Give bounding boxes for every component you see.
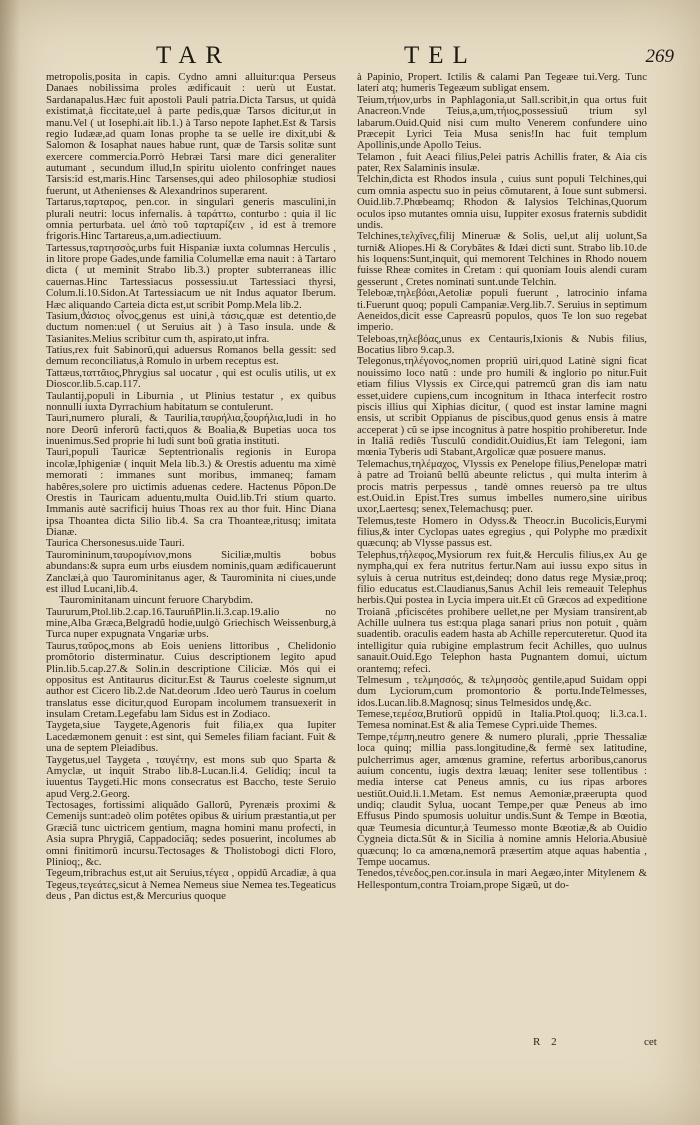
- verse-quote: Taurominitanam uincunt feruore Charybdim.: [59, 594, 254, 607]
- entry-text: Tegeum,tribrachus est,ut ait Seruius,τέγεα , oppidũ Arcadiæ, à qua Tegeus,τεγεάτες,sicut à Nemea Nemeus siue Nemea tes.Tegeaticus deus , Pan dictus est,& Mercurius quoque: [46, 867, 336, 902]
- entry-text: Tectosages, fortissimi aliquãdo Gallorũ, Pyrenæis proximi & Cemenijs sunt:adeò olim potêtes opibus & uirium præstantia,ut per Græciã tunc uictricem gentium, magna homini manu profecti, in Asia supra Phrygiã, Cappadociãq; sedes posuerint, incolumes ab omni finitimorũ incursu.Tectosages & Tholistobogi dicti Floro, Plinioq;, &c.: [46, 799, 336, 868]
- entry-text: Telchin,dicta est Rhodos insula , cuius sunt populi Telchines,qui cum omnia aspectu suo in peius cõmutarent, à Ioue sunt submersi. Ouid.lib.7.Phœbeamq; Rhodon & Ialysios Telchinas,Quorum oculos ipso mutantes omnia uisu, Iuppiter exosus fraternis subdidit undis.: [357, 173, 647, 231]
- entry-text: Telchines,τελχῖνες,filij Mineruæ & Solis, uel,ut alij uolunt,Sa turni& Aliopes.Hi & Corybãtes & Idæi dicti sunt. Strabo lib.10.de his loquens:Sunt,inquit, qui memorent Telchines in Rhodo nouem fuisse Rheæ comites in Cretam : qui quoniam Iouis alendi curam gesserunt , Cretes nominati sunt.unde Telchin.: [357, 230, 647, 288]
- header-right-word: TEL: [404, 42, 477, 69]
- entry-text: Tenedos,τένεδος,pen.cor.insula in mari Aegæo,inter Mitylenem & Hellespontum,contra Troiam,prope Sigæũ, ut do-: [357, 867, 647, 891]
- entry-text: Telmesum , τελμησσός, & τελμησσὸς gentile,apud Suidam oppi dum Lyciorum,cum promontorio & portu.IndeTelmesses, idos.Lucan.lib.8.Magnosq; sinus Telmesidos undę,&c.: [357, 673, 647, 709]
- page-edge-shadow: [0, 0, 20, 1125]
- entry-text: Taygetus,uel Taygeta , ταυγέτην, est mons sub quo Sparta & Amyclæ, ut inquit Strabo lib.8-Lucan.li.4. Gelidiq; incul ta iuuentus Taygeti.Hic mons consecratus est Baccho, teste Seruio apud Verg.2.Georg.: [46, 753, 336, 800]
- header-left-word: TAR: [156, 42, 231, 69]
- entry-text: Tempe,τέμπη,neutro genere & numero plurali, ,pprie Thessaliæ loca quinq; millia pass.longitudine,& fermè sex latitudine, pulcherrimus ager, amœnus gramine, refertus arboribus,canorus auium concentu, iugis dextra læuaq; leniter sese tollentibus : media interse cat Peneus amnis, cu ius ripas arbores uestiũt.Ouid.li.1.Metam. Est nemus Aemoniæ,præerupta quod undiq; claudit Sylua, uocant Tempe,per quæ Peneus ab imo Effusus Pindo spumosis uoluitur undis.Sunt & Tempe in Bœotia, quæ Teumesia dicuntur,à Teumesso monte Bœotiæ,& ab Ouidio Cygneia dicta.Sũt & in Sicilia à nomine amnis Heloria.Abusiuè quæcunq; lo ca amœna,nemorã præsertim atque aquas habentia , Tempe uocamus.: [357, 730, 647, 868]
- entry-text: Taulantij,populi in Liburnia , ut Plinius testatur , ex quibus nonnulli iuxta Dyrrachium habitatum se contulerunt.: [46, 389, 336, 413]
- entry-text: Temese,τεμέσα,Brutiorũ oppidũ in Italia.Ptol.quoq; li.3.ca.1. Temesa nominat.Est & alia Temese Cypri.uide Themes.: [357, 708, 647, 732]
- entry-text: Taururum,Ptol.lib.2.cap.16.TauruñPlin.li.3.cap.19.alio no mine,Alba Græca,Belgradũ hodie,uulgò Griechisch Weissenburg,à Turca nuper expugnata Vngariæ urbs.: [46, 605, 336, 641]
- entry-text: Taurus,ταῦρος,mons ab Eois ueniens littoribus , Chelidonio promõtorio disterminatur. Cuius descriptionem legito apud Plin.lib.5.cap.27.& Solin.in descriptione Ciliciæ. Mós qui ei oppositus est Antitaurus dicitur.Est & Taurus coeleste signum,ut author est Cicero lib.2.de Nat.deorum .Ideo uerò Taurus in coelum translatus esse dicitur,quod Europam incolumem transuexerit in insulam Cretam.Legefabu lam Sidus est in Zodiaco.: [46, 639, 336, 720]
- entry-text: Tauromininum,ταυρομίνιον,mons Siciliæ,multis bobus abundans:& supra eum urbs eiusdem nominis,quam ædificauerunt Zanclæi,à quo Taurominitanus ager, & Taurominita ni ciues,unde est illud Lucani,lib.4.: [46, 548, 336, 595]
- entry-text: à Papinio, Propert. Ictilis & calami Pan Tegeæe tui.Verg. Tunc lateri atq; humeris Tegeæum subligat ensem.: [357, 71, 647, 95]
- entry-text: Tatius,rex fuit Sabinorũ,qui aduersus Romanos bella gessit: sed demum reconciliatus,à Romulo in urbem receptus est.: [46, 344, 336, 368]
- entry-text: Tartessus,ταρτησσὸς,urbs fuit Hispaniæ iuxta columnas Herculis , in litore prope Gades,unde familia Columellæ ema nauit : à Tartaro dicta ( ut meminit Strabo lib.3.) propter subterraneas illic cauernas.Hinc Tartessiacus possessiu.ut Tartessiaci thyrsi, Colum.li.10.Sidon.At Tartessiacum ue nit Indus aquator Iberum. Hæc aliquando Carteia dicta est,ut scribit Pomp.Mela lib.2.: [46, 241, 336, 311]
- signature-mark: R 2: [533, 1036, 561, 1048]
- entry-text: Tauri,numero plurali, & Taurilia,ταυρήλια,ξουρήλια,ludi in ho nore Deorũ inferorũ facti,quos & Boalia,& Bupetias uoca tos inuenimus.Sed proprie hi ludi sunt boũ gratia instituti.: [46, 412, 336, 447]
- entry-text: Teleboas,τηλεβόας,unus ex Centauris,Ixionis & Nubis filius, Bocatius libro 9.cap.3.: [357, 332, 647, 356]
- entry-text: Telemachus,τηλέμαχος, Vlyssis ex Penelope filius,Penelopæ matri à patre ad Troianũ bellũ abeunte relictus , qui multa interim à procis matris perpessus , tandè omnes reuersò pa tre ultus est.Ouid.in Epist.Tres sumus imbelles numero,sine uiribus uxor,Laertesq; senex,Telemachusq; puer.: [357, 457, 647, 516]
- entry-text: Telegonus,τηλέγονος,nomen propriũ uiri,quod Latinè signi ficat nouissimo loco natũ : unde pro humili & inglorio po nitur.Fuit etiam filius Vlyssis ex Circe,qui patremcũ gran dis iam natu esset,uidere cupiens,cum incognitum in Ithaca interfecit rostro piscis illius qui Xiphias dicitur, ( quod est instar lamine magni ensis, ut scribit Oppianus de piscibus,quod genus ensis à matre acceperat ) cũ se ipse incognitus à patre hospitio prohiberetur. Inde in Italiã rediês Tusculũ condidit.Ouidius,Et iam Telegoni, iam mœnia Tyberis udi Stabant,Argolicæ quæ posuere manus.: [357, 355, 647, 459]
- entry-text: Telamon , fuit Aeaci filius,Pelei patris Achillis frater, & Aia cis pater, Rex Salaminis insulæ.: [357, 150, 647, 174]
- left-column: [46, 72, 336, 1072]
- entry-text: Tauri,populi Tauricæ Septentrionalis regionis in Europa incolæ,Iphigeniæ ( inquit Mela lib.3.) & Orestis aduentu ma ximè memorati : immanes sunt moribus, immaneq; famam habêres,solere pro uictimis aduenas cedere. Hactenus Põpon.De Orestis in Tauricam aduentu,multa Ouid.lib.Tri stium quarto. Immanis autè sacrificij huius Thoas rex au thor fuit. Hinc Diana ipsa Thoantea dicta Silio lib.4. Sa cra Thoanteæ,ritusq; imitata Dianæ.: [46, 446, 336, 538]
- right-column: [357, 72, 647, 1072]
- entry-text: Teleboæ,τηλεβόαι,Aetoliæ populi fuerunt , latrocinio infama ti.Fuerunt quoq; populi Campaniæ.Verg.lib.7. Seruius in septimum Aeneidos,dicit esse Capreasrũ populos, quos Te lon suo regebat imperio.: [357, 287, 647, 334]
- entry-text: Tattæus,ταττᾶιος,Phrygius sal uocatur , qui est oculis utilis, ut ex Dioscor.lib.5.cap.117.: [46, 366, 336, 391]
- entry-text: metropolis,posita in capis. Cydno amni alluitur:qua Perseus Danaes nobilissima proles ædificauit : uerù ut Eustat. Sardanapalus.Hæc fuit apostoli Pauli patria.Dicta Tarsus, ut quidà existimat,à ficcitate,uel à parte pedis,quæ Tarsos dicitur,ut in manu.Vel ( ut Iosephi.ait lib.1.) à Tarso nepote Iaphet.Est & Tarsis regio Iudææ,ad quam Ionas prophe ta se uelle ire dixit,ubi & Salomon & Iosaphat naues habue runt, quæ de Tarsis solitæ sunt exercere commercia.Porrò Hebræi Tarsi mare dici generaliter autumant , secundum illud,In spiritu uiolento confringet naues Tarsis:id est,maris.Hinc Tarsenses,qui adeo philosophiæ studiosi fuerunt, ut Athenienses & Alexandrinos superarent.: [46, 71, 336, 197]
- entry-text: Telemus,teste Homero in Odyss.& Theocr.in Bucolicis,Eurymi filius,& inter Cyclopas uates egregius , qui Polyphe mo prædixit quæcunq; ab Vlysse passus est.: [357, 514, 647, 550]
- entry-text: Taygeta,siue Taygete,Agenoris fuit filia,ex qua Iupiter Lacedæmonem genuit : est sint, qui Semeles filiam faciant. Fuit & una de septem Pleiadibus.: [46, 719, 336, 755]
- entry-text: Taurica Chersonesus.uide Tauri.: [46, 537, 185, 550]
- catchword: cet: [644, 1036, 657, 1048]
- page-number: 269: [645, 46, 674, 67]
- entry-text: Tartarus,ταρταρος, pen.cor. in singulari generis masculini,in plurali neutri: locus infernalis. à ταράττω, conturbo : quia il lic omnia perturbata. uel ἀπὸ τοῦ ταρταρίζειν , id est à tremore frigoris.Hinc Tartareus,a,um.adiectiuum.: [46, 196, 336, 243]
- entry-text: Teium,τήιον,urbs in Paphlagonia,ut Sall.scribit,in qua ortus fuit Anacreon.Vnde Teius,a,um,τήιος,possessiuũ trium syl labarum.Ouid.Quid nisi cum multo Venerem confundere uino Præcepit Lyrici Teia Musa senis!In hac fuit templum Apollinis,unde Apollo Teius.: [357, 93, 647, 152]
- entry-text: Tasium,ϑάσιος οἶνος,genus est uini,à τάσις,quæ est detentio,de ductum nomen:uel ( ut Seruius ait ) à Taso insula. unde & Tasianites.Melius scribitur cum th, aspirato,ut infra.: [46, 309, 336, 345]
- entry-text: Telephus,τήλεφος,Mysiorum rex fuit,& Herculis filius,ex Au ge nympha,qui ex fera nutritus fertur.Nam aui iussu expo situs in syluis à cerua nutritus est,deindeq; dono datus rege Mysiæ,proq; filio educatus est.Claudianus,Sanus Achil leis remeauit Telephus herbis.Qui postea in Lycia impera uit.Et cũ Græcos ad expeditione Troianã ,pficiscétes prohibere uellet,ne per Mysiam transirent,ab Achille uulnera tus est:qua plaga sanari prius non potuit , quàm suadentib. oraculis eadem hasta ab Achille repercuteretur. Quod ita intelligitur quia rubigine emplastrum fecit Achilles, quo uulnus sanauit.Ouid.Ego Telephon hasta Pugnantem domui, uictum orantemq; refeci.: [357, 548, 647, 675]
